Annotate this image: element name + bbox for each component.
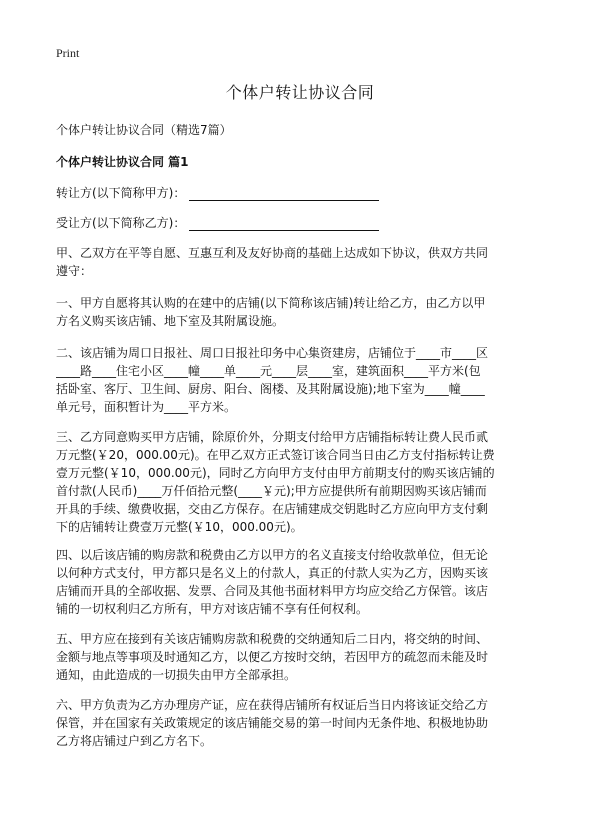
paragraph-line: 遵守： [56,264,93,278]
document-subtitle: 个体户转让协议合同（精选7篇） [56,123,232,137]
party-b-blank [189,217,379,231]
paragraph-line: 乙方将店铺过户到乙方名下。 [56,734,213,748]
paragraph-line: 开具的手续、缴费收据，交由乙方保存。在店铺建成交钥匙时乙方应向甲方支付剩 [56,502,489,516]
paragraph-line: ____路____住宅小区____幢____单____元____层____室，建筑面积____平方米(包 [56,364,481,378]
paragraph-line: 方名义购买该店铺、地下室及其附属设施。 [56,314,285,328]
paragraph-clause-5 [56,630,546,684]
paragraph-line: 三、乙方同意购买甲方店铺，除原价外，分期支付给甲方店铺指标转让费人民币贰 [56,430,489,444]
paragraph-clause-6 [56,696,546,750]
paragraph-line: 壹万元整(￥10，000.00元)，同时乙方向甲方支付由甲方前期支付的购买该店铺的 [56,466,495,480]
party-a-label: 转让方(以下简称甲方)： [56,186,186,200]
paragraph-line: 铺的一切权利归乙方所有，甲方对该店铺不享有任何权利。 [56,602,369,616]
paragraph-line: 下的店铺转让费壹万元整(￥10，000.00元)。 [56,520,303,534]
paragraph-line: 单元号，面积暂计为____平方米。 [56,400,237,414]
paragraph-line: 以何种方式支付，甲方都只是名义上的付款人，真正的付款人实为乙方，因购买该 [56,566,489,580]
party-b-line [56,214,379,231]
document-title: 个体户转让协议合同 [225,83,375,102]
paragraph-line: 一、甲方自愿将其认购的在建中的店铺(以下简称该店铺)转让给乙方，由乙方以甲 [56,296,486,310]
paragraph-line: 金额与地点等事项及时通知乙方，以便乙方按时交纳，若因甲方的疏忽而未能及时 [56,650,489,664]
paragraph-line: 首付款(人民币)____万仟佰拾元整(____￥元);甲方应提供所有前期因购买该店铺而 [56,484,487,498]
paragraph-clause-1 [56,294,546,330]
party-b-label: 受让方(以下简称乙方)： [56,216,186,230]
paragraph-line: 通知，由此造成的一切损失由甲方全部承担。 [56,668,297,682]
paragraph-line: 保管，并在国家有关政策规定的该店铺能交易的第一时间内无条件地、积极地协助 [56,716,489,730]
print-link[interactable]: Print [56,46,80,60]
paragraph-line: 五、甲方应在接到有关该店铺购房款和税费的交纳通知后二日内，将交纳的时间、 [56,632,489,646]
paragraph-line: 甲、乙双方在平等自愿、互惠互利及友好协商的基础上达成如下协议，供双方共同 [56,246,489,260]
paragraph-clause-2 [56,344,546,416]
paragraph-line: 店铺而开具的全部收据、发票、合同及其他书面材料甲方均应交给乙方保管。该店 [56,584,489,598]
paragraph-line: 六、甲方负责为乙方办理房产证，应在获得店铺所有权证后当日内将该证交给乙方 [56,698,489,712]
paragraph-clause-3 [56,428,546,536]
paragraph-line: 括卧室、客厅、卫生间、厨房、阳台、阁楼、及其附属设施);地下室为____幢____ [56,382,485,396]
paragraph-intro [56,244,546,280]
section-heading: 个体户转让协议合同 篇1 [56,155,189,169]
paragraph-clause-4 [56,546,546,618]
paragraph-line: 四、以后该店铺的购房款和税费由乙方以甲方的名义直接支付给收款单位，但无论 [56,548,489,562]
paragraph-line: 万元整(￥20，000.00元)。在甲乙双方正式签订该合同当日由乙方支付指标转让费 [56,448,495,462]
paragraph-line: 二、该店铺为周口日报社、周口日报社印务中心集资建房，店铺位于____市____区 [56,346,489,360]
party-a-line [56,184,379,201]
party-a-blank [189,187,379,201]
